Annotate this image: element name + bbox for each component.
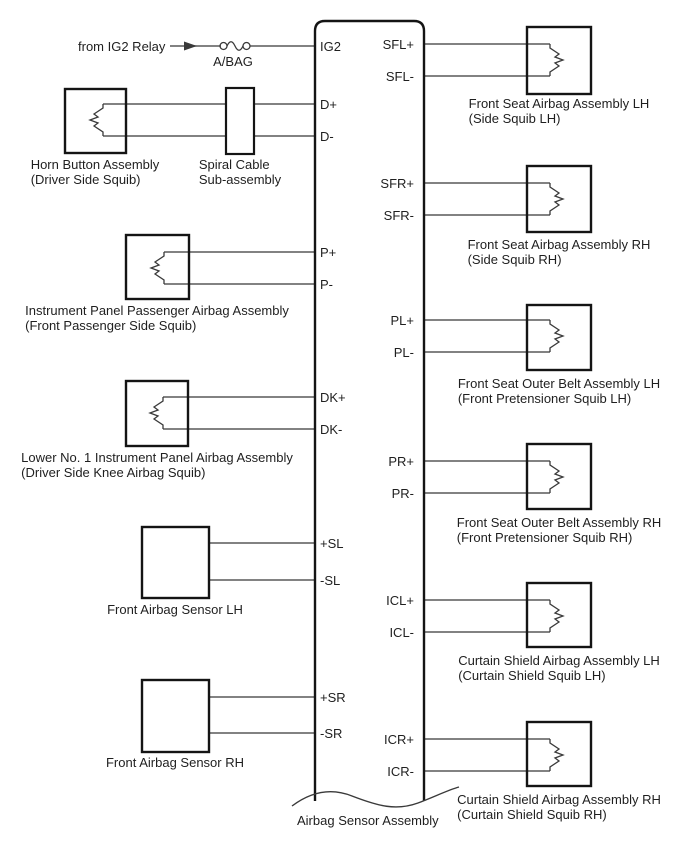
pin-label-p-neg: P- [320,277,333,292]
component-subname: Sub-assembly [198,172,282,187]
component-label-outer-belt-rh [457,515,661,545]
pin-label-sfr-pos: SFR+ [380,176,414,191]
component-label-front-sensor-rh [106,755,244,770]
squib-icon-sfr [550,183,563,215]
torn-edge-wave [292,787,459,807]
pin-label-d-pos: D+ [320,97,337,112]
pin-label-icr-pos: ICR+ [384,732,414,747]
squib-icon-passenger [151,252,164,284]
fuse-label: A/BAG [213,54,253,69]
pin-label-icr-neg: ICR- [387,764,414,779]
component-name: Lower No. 1 Instrument Panel Airbag Assembly [21,450,293,465]
pin-label-pr-pos: PR+ [388,454,414,469]
component-subname: (Driver Side Knee Airbag Squib) [21,465,206,480]
squib-icon-icl [550,600,563,632]
component-name: Front Airbag Sensor RH [105,755,245,770]
front-airbag-sensor-rh-box [142,680,209,752]
outer-belt-rh-box [527,444,591,509]
component-label-passenger-airbag [25,303,289,333]
component-name: Front Seat Airbag Assembly LH [468,96,650,111]
component-name: Front Airbag Sensor LH [107,602,243,617]
component-subname: (Driver Side Squib) [30,172,141,187]
fuse-terminal-right [243,43,250,50]
fuse-icon [220,42,250,51]
pin-label-d-neg: D- [320,129,334,144]
pin-label-sl-neg: -SL [320,573,341,588]
squib-icon-pl [550,320,563,352]
component-subname: (Side Squib LH) [468,111,561,126]
component-name: Front Seat Outer Belt Assembly RH [456,515,662,530]
pin-label-sr-pos: +SR [320,690,346,705]
component-label-knee-airbag [21,450,293,480]
component-label-horn-button [31,157,160,187]
component-subname: (Front Pretensioner Squib LH) [457,391,632,406]
component-subname: (Side Squib RH) [467,252,562,267]
pin-label-pr-neg: PR- [391,486,414,501]
component-label-curtain-shield-lh [458,653,660,683]
component-name: Curtain Shield Airbag Assembly LH [458,653,660,668]
component-name: Curtain Shield Airbag Assembly RH [457,792,661,807]
component-name: Instrument Panel Passenger Airbag Assembly [25,303,289,318]
pin-label-dk-pos: DK+ [320,390,346,405]
arrow-right-icon [184,42,197,51]
front-airbag-sensor-lh-box [142,527,209,598]
knee-airbag-assembly-box [126,381,188,446]
feed-source-label: from IG2 Relay [78,39,166,54]
front-seat-airbag-rh-box [527,166,591,232]
component-label-front-seat-airbag-rh [468,237,651,267]
pin-label-p-pos: P+ [320,245,337,260]
pin-label-sl-pos: +SL [320,536,344,551]
pin-label-ig2: IG2 [320,39,341,54]
center-unit-label: Airbag Sensor Assembly [297,813,439,828]
squib-icon-pr [550,461,563,493]
fuse-terminal-left [220,43,227,50]
squib-icon-sfl [550,44,563,76]
horn-button-assembly-box [65,89,126,153]
fuse-wave [227,42,243,51]
component-name: Front Seat Airbag Assembly RH [467,237,651,252]
pin-label-pl-neg: PL- [393,345,414,360]
wires-left [103,46,315,733]
component-subname: (Curtain Shield Squib LH) [458,668,606,683]
pin-label-pl-pos: PL+ [390,313,414,328]
squib-icon-icr [550,739,563,771]
front-seat-airbag-lh-box [527,27,591,94]
component-name: Horn Button Assembly [30,157,160,172]
component-subname: (Front Passenger Side Squib) [25,318,197,333]
squib-icon-horn [90,104,103,136]
component-subname: (Curtain Shield Squib RH) [457,807,607,822]
passenger-airbag-assembly-box [126,235,189,299]
squib-icon-knee [150,397,163,429]
pin-label-dk-neg: DK- [320,422,343,437]
pin-label-sr-neg: -SR [320,726,343,741]
spiral-cable-box [226,88,254,154]
component-label-front-sensor-lh [107,602,243,617]
component-subname: (Front Pretensioner Squib RH) [456,530,633,545]
component-label-curtain-shield-rh [457,792,661,822]
component-label-spiral-cable [199,157,281,187]
pin-label-icl-neg: ICL- [389,625,414,640]
component-label-front-seat-airbag-lh [469,96,650,126]
component-name: Spiral Cable [198,157,270,172]
pin-label-sfr-neg: SFR- [383,208,414,223]
pin-label-sfl-neg: SFL- [385,69,414,84]
component-label-outer-belt-lh [458,376,660,406]
pin-label-sfl-pos: SFL+ [382,37,414,52]
component-name: Front Seat Outer Belt Assembly LH [457,376,661,391]
pin-label-icl-pos: ICL+ [386,593,414,608]
